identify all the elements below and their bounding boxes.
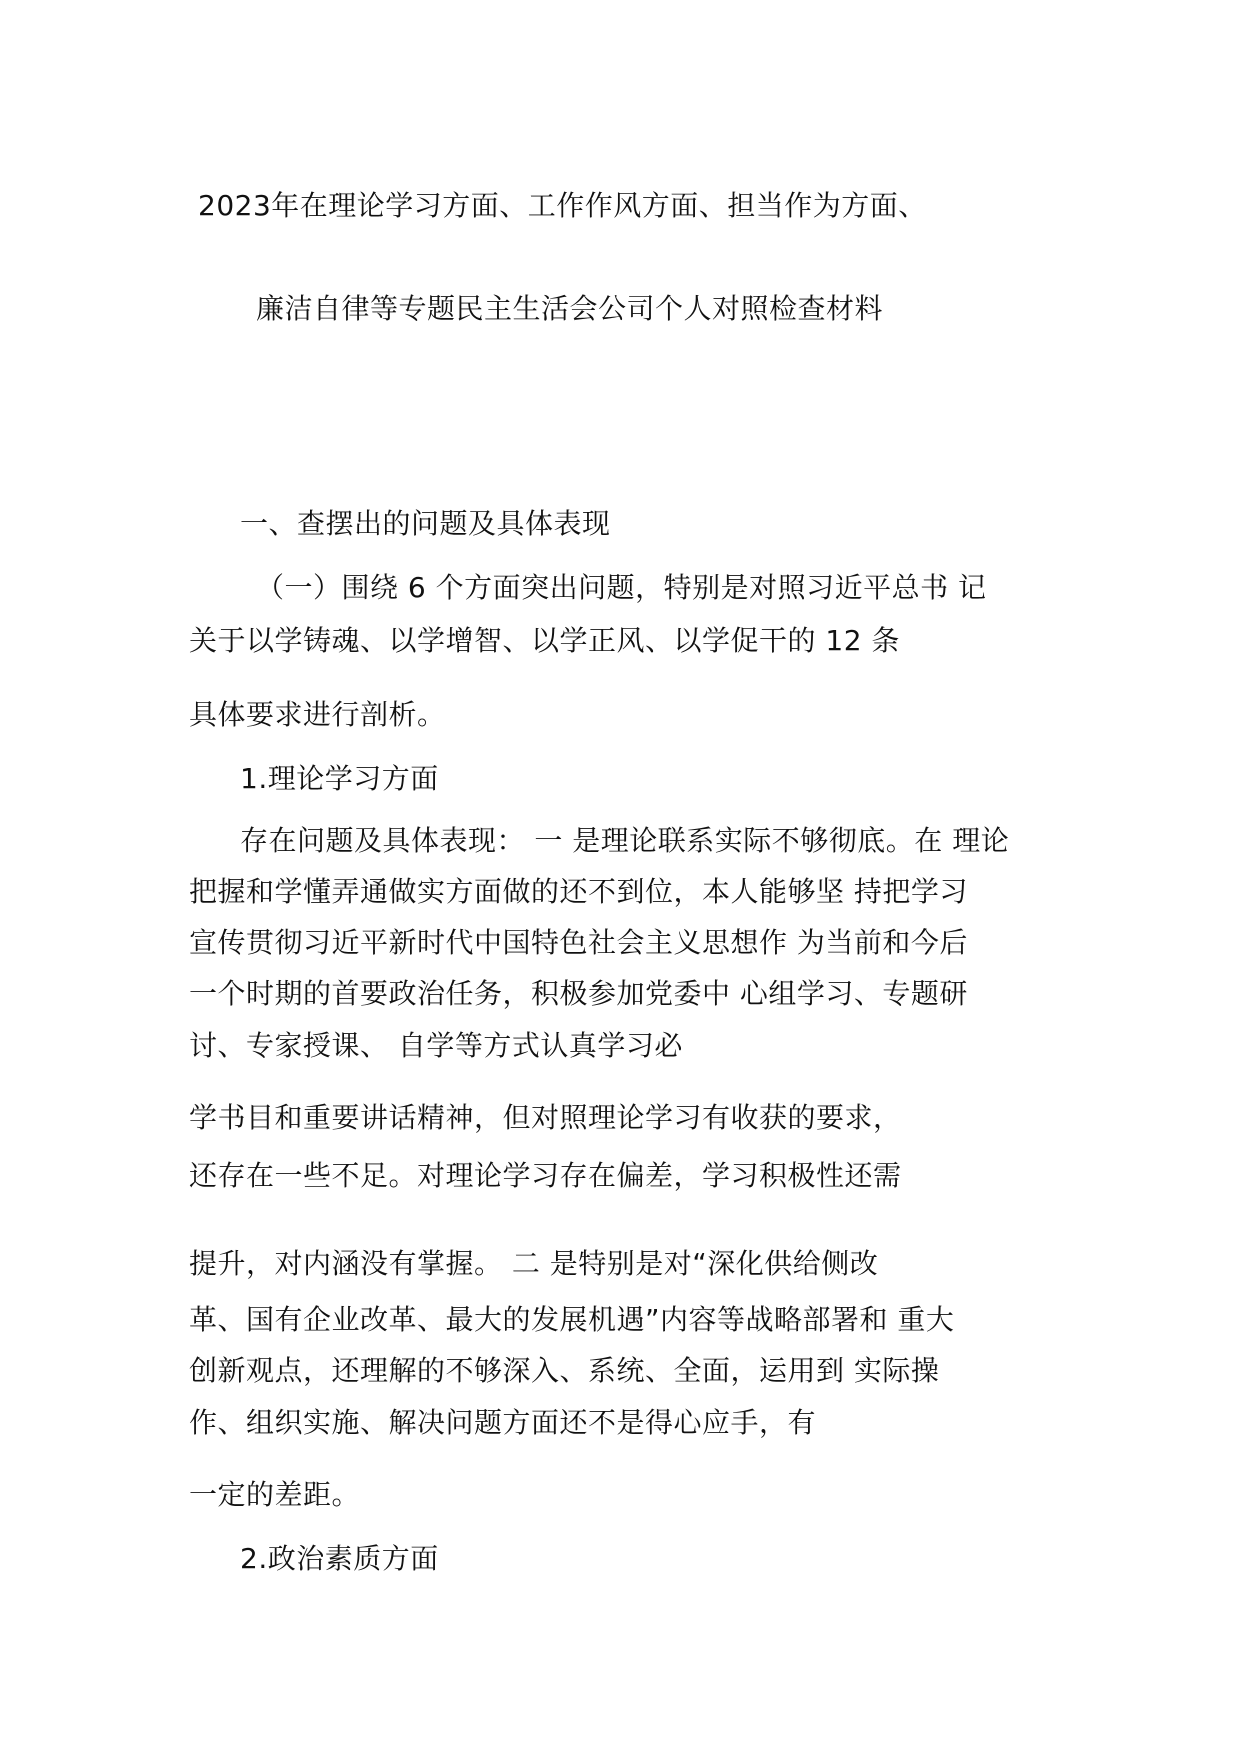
item-heading: 2.政治素质方面 bbox=[240, 1542, 439, 1575]
paragraph-line: 还存在一些不足。对理论学习存在偏差，学习积极性还需 bbox=[189, 1159, 902, 1192]
paragraph-line: 把握和学懂弄通做实方面做的还不到位，本人能够坚 持把学习 bbox=[189, 875, 968, 908]
paragraph-line: 具体要求进行剖析。 bbox=[189, 698, 446, 731]
title-line-2: 廉洁自律等专题民主生活会公司个人对照检查材料 bbox=[256, 292, 884, 325]
paragraph-line: 讨、专家授课、 自学等方式认真学习必 bbox=[189, 1029, 683, 1062]
paragraph-line: 一定的差距。 bbox=[189, 1478, 361, 1511]
paragraph-line: （一）围绕 6 个方面突出问题，特别是对照习近平总书 记 bbox=[256, 571, 987, 604]
paragraph-line: 关于以学铸魂、以学增智、以学正风、以学促干的 12 条 bbox=[189, 624, 900, 657]
paragraph-line: 一个时期的首要政治任务，积极参加党委中 心组学习、专题研 bbox=[189, 977, 968, 1010]
paragraph-line: 作、组织实施、解决问题方面还不是得心应手，有 bbox=[189, 1406, 817, 1439]
paragraph-line: 宣传贯彻习近平新时代中国特色社会主义思想作 为当前和今后 bbox=[189, 926, 968, 959]
paragraph-line: 提升，对内涵没有掌握。 二 是特别是对“深化供给侧改 bbox=[189, 1247, 879, 1280]
paragraph-line: 学书目和重要讲话精神，但对照理论学习有收获的要求， bbox=[189, 1101, 902, 1134]
item-heading: 1.理论学习方面 bbox=[240, 762, 439, 795]
paragraph-line: 创新观点，还理解的不够深入、系统、全面，运用到 实际操 bbox=[189, 1354, 940, 1387]
paragraph-line: 革、国有企业改革、最大的发展机遇”内容等战略部署和 重大 bbox=[189, 1303, 955, 1336]
title-line-1: 2023年在理论学习方面、工作作风方面、担当作为方面、 bbox=[198, 189, 927, 222]
paragraph-line: 存在问题及具体表现： 一 是理论联系实际不够彻底。在 理论 bbox=[240, 824, 1010, 857]
section-heading: 一、查摆出的问题及具体表现 bbox=[240, 507, 611, 540]
